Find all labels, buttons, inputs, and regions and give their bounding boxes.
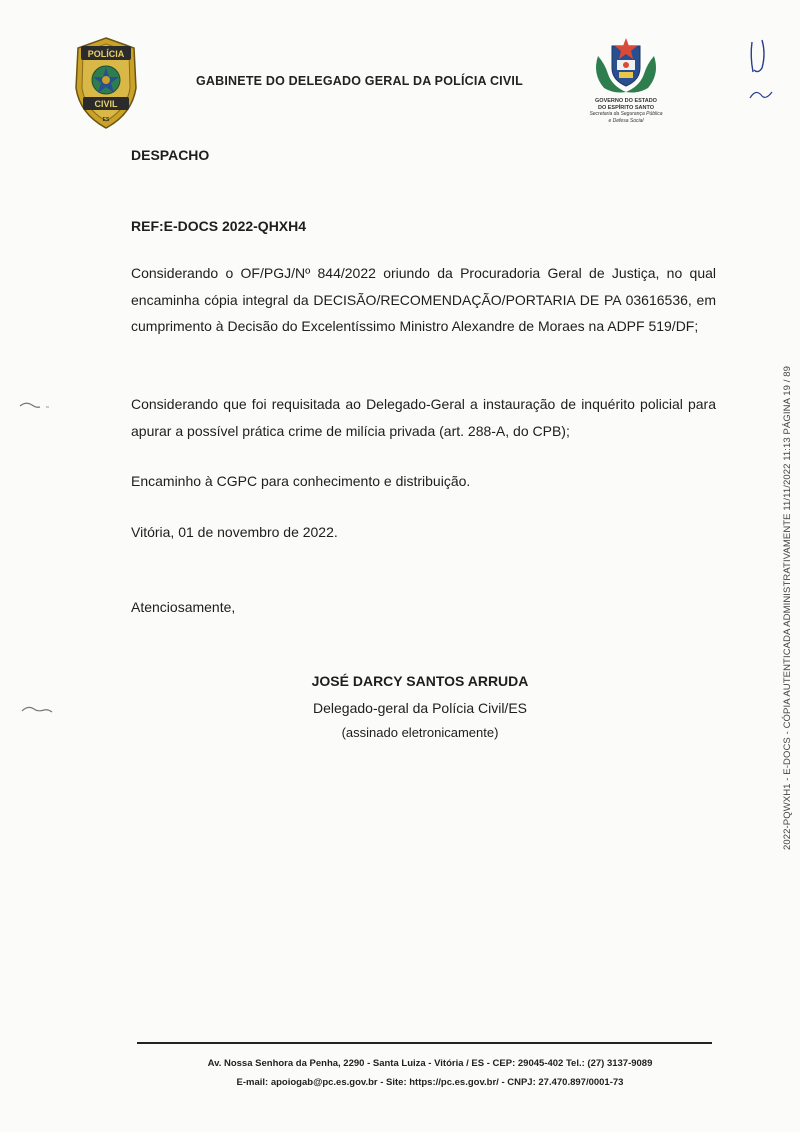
signer-name: JOSÉ DARCY SANTOS ARRUDA xyxy=(311,673,529,689)
paragraph-1: Considerando o OF/PGJ/Nº 844/2022 oriundo da Procuradoria Geral de Justiça, no qual encaminha cópia integral da DECISÃO/RECOMENDAÇÃO/PORTARIA DE PA 03616536, em cumprimento à Decisão do Excelentíssimo Ministro Alexandre de Moraes na ADPF 519/DF; xyxy=(131,265,716,334)
paragraph-3: Encaminho à CGPC para conhecimento e distribuição. xyxy=(131,473,471,489)
footer-contact: E-mail: apoiogab@pc.es.gov.br - Site: https://pc.es.gov.br/ - CNPJ: 27.470.897/0001-73 xyxy=(236,1077,624,1088)
document-reference: REF:E-DOCS 2022-QHXH4 xyxy=(131,218,307,234)
espirito-santo-crest-icon xyxy=(588,34,664,96)
badge-code-text: ES xyxy=(102,117,110,123)
authentication-stamp: 2022-PQWXH1 - E-DOCS - CÓPIA AUTENTICADA ADMINISTRATIVAMENTE 11/11/2022 11:13 PÁGINA 19 / 89 xyxy=(782,365,793,850)
document-heading: DESPACHO xyxy=(131,147,210,163)
footer-divider xyxy=(137,1042,712,1044)
badge-top-text: POLÍCIA xyxy=(87,49,125,59)
page-header-title: GABINETE DO DELEGADO GERAL DA POLÍCIA CIVIL xyxy=(196,74,523,88)
state-line1: GOVERNO DO ESTADO xyxy=(595,98,657,104)
state-line4: e Defesa Social xyxy=(608,117,644,124)
state-line3: Secretaria da Segurança Pública xyxy=(589,111,663,117)
badge-bottom-text: CIVIL xyxy=(94,99,118,109)
paragraph-2: Considerando que foi requisitada ao Delegado-Geral a instauração de inquérito policial para apurar a possível prática crime de milícia privada (art. 288-A, do CPB); xyxy=(131,396,716,439)
signer-note: (assinado eletronicamente) xyxy=(341,725,499,740)
state-government-label xyxy=(582,98,670,124)
date-line: Vitória, 01 de novembro de 2022. xyxy=(131,524,338,540)
footer-address: Av. Nossa Senhora da Penha, 2290 - Santa Luiza - Vitória / ES - CEP: 29045-402 Tel.: (27) 3137-9089 xyxy=(207,1058,653,1069)
signer-role: Delegado-geral da Polícia Civil/ES xyxy=(313,700,527,716)
police-civil-badge-icon xyxy=(72,36,140,130)
closing-line: Atenciosamente, xyxy=(131,599,236,615)
margin-mark-icon xyxy=(18,400,54,412)
state-line2: DO ESPÍRITO SANTO xyxy=(597,104,655,111)
handwritten-initials-mark xyxy=(744,38,774,104)
margin-mark-icon xyxy=(20,704,56,716)
